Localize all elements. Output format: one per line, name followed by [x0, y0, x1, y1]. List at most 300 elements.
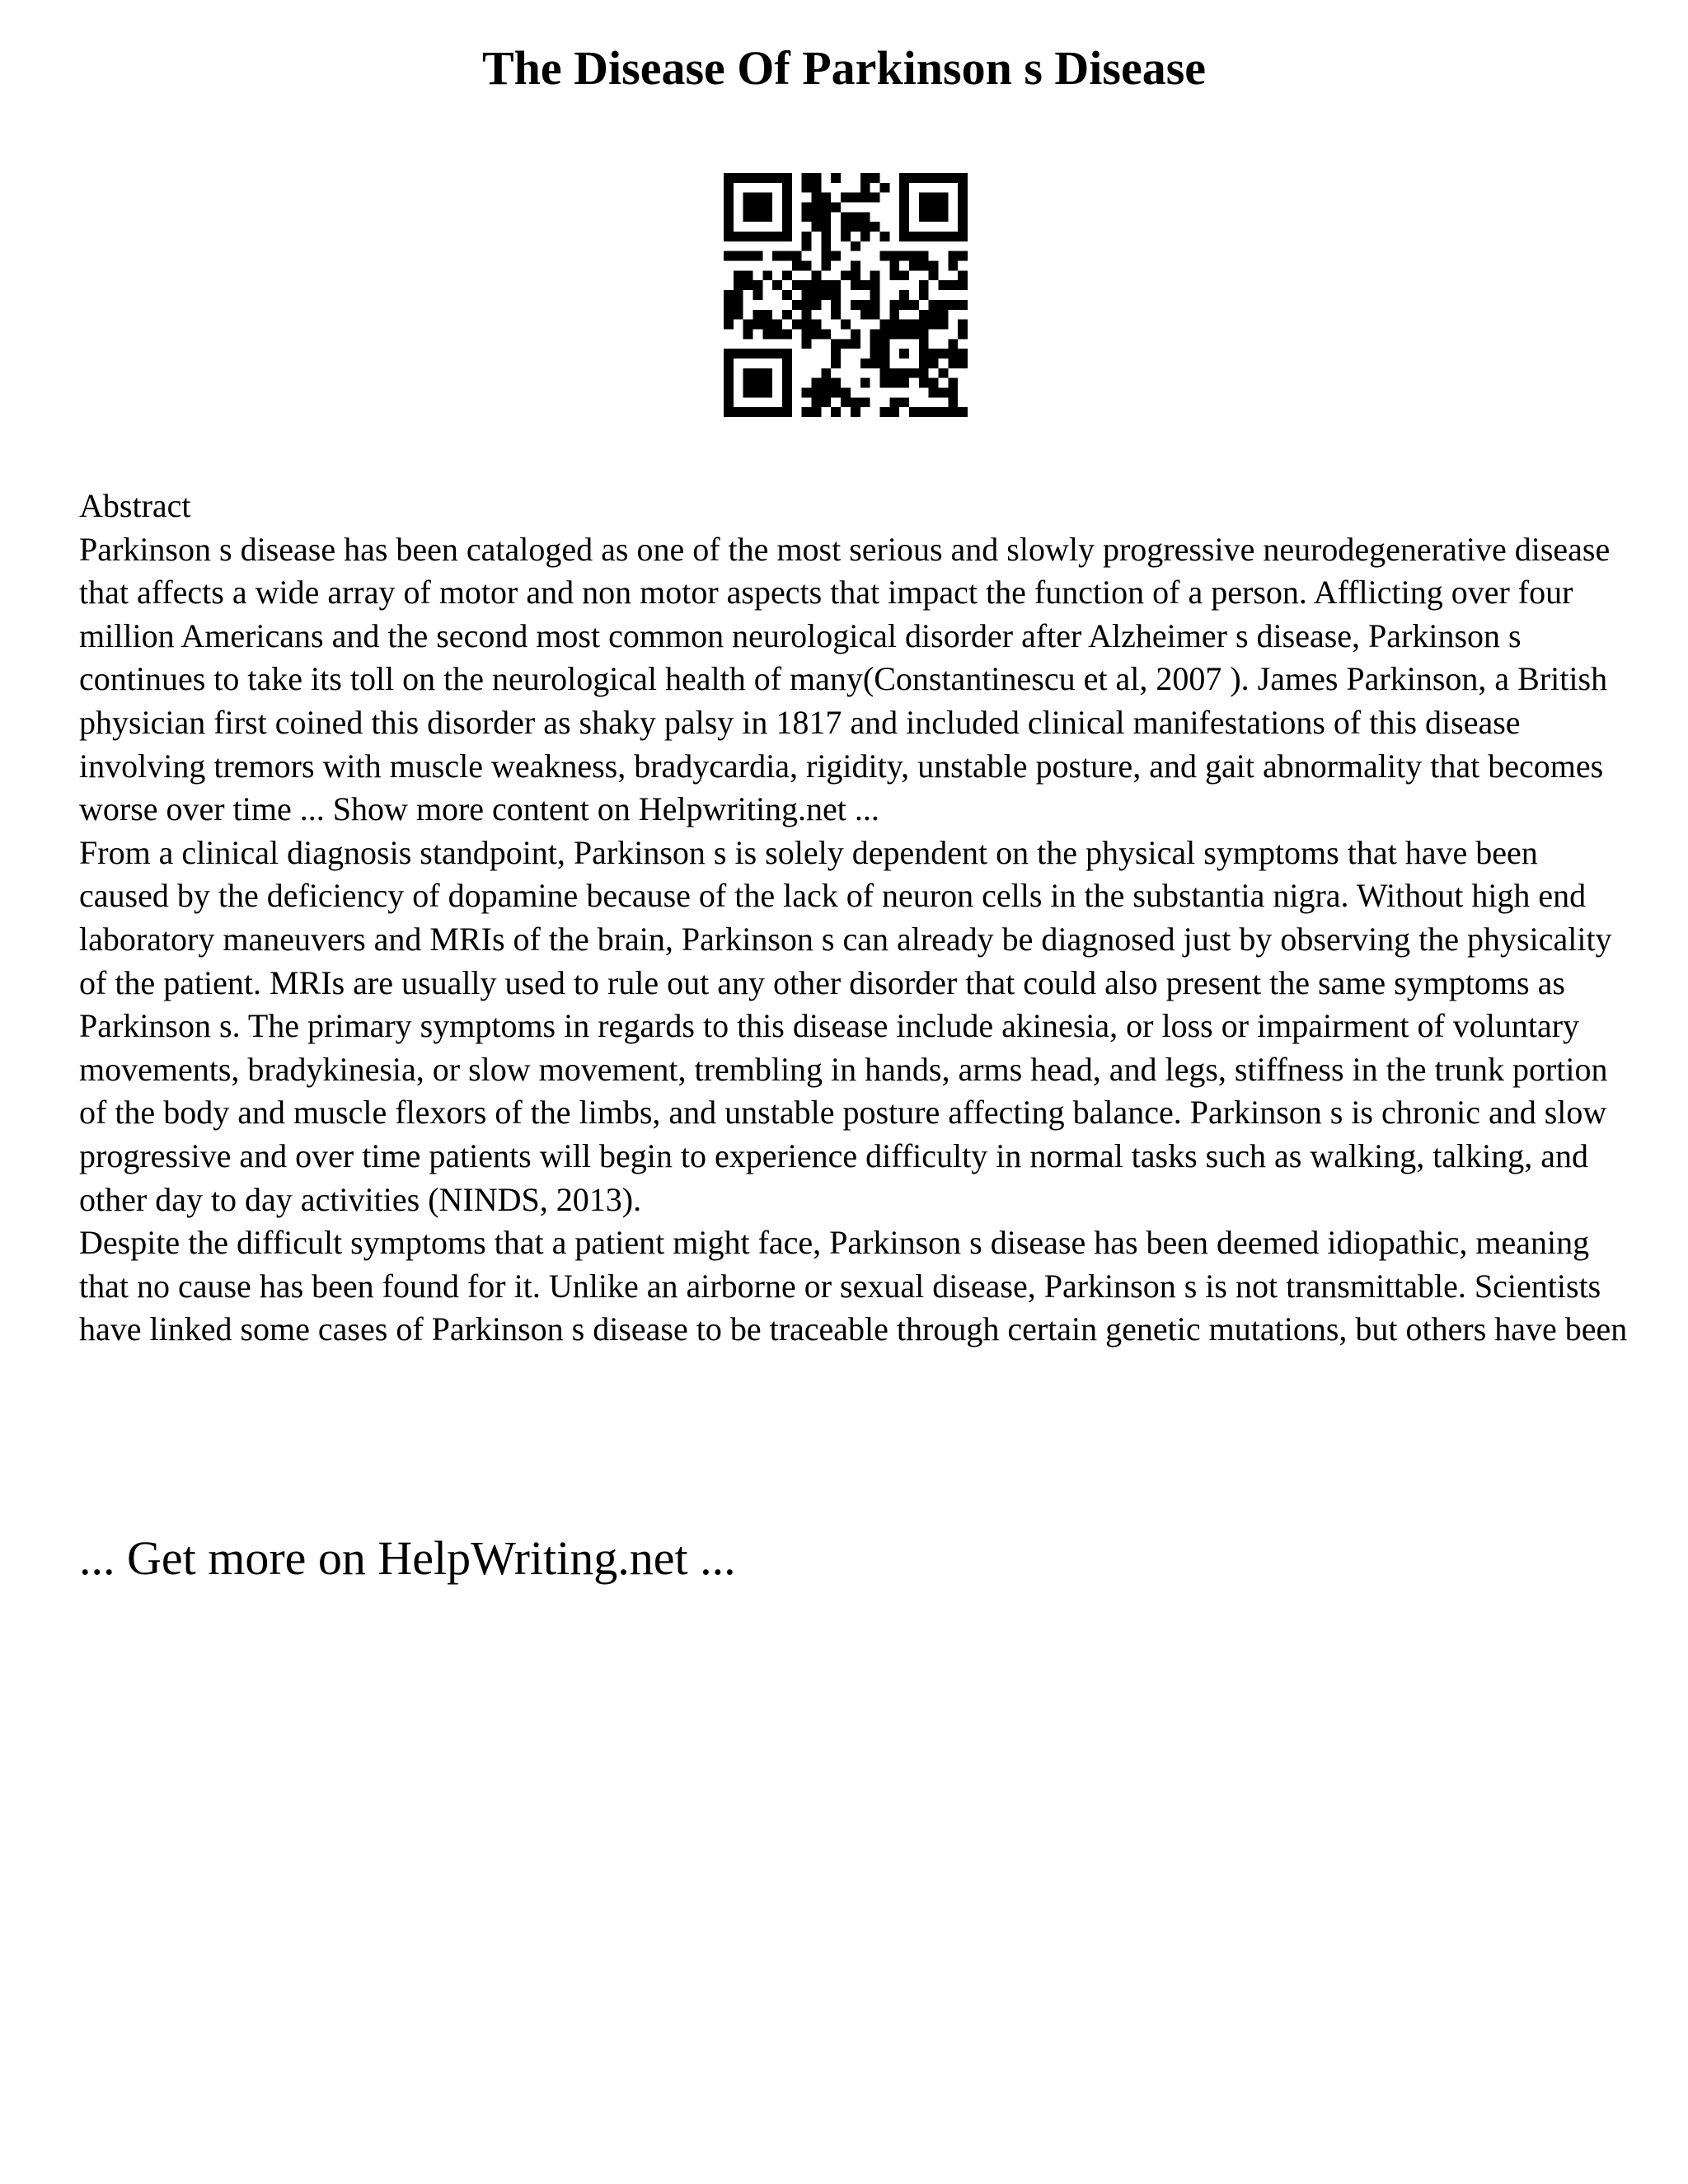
qr-module: [851, 212, 860, 222]
qr-module: [879, 349, 889, 359]
qr-module: [782, 378, 792, 388]
qr-module: [812, 329, 822, 339]
qr-module: [782, 359, 792, 368]
qr-module: [831, 173, 841, 183]
qr-module: [919, 280, 929, 290]
qr-module: [753, 173, 763, 183]
qr-module: [792, 280, 802, 290]
qr-module: [782, 387, 792, 397]
qr-module: [879, 339, 889, 349]
qr-module: [802, 300, 812, 310]
qr-module: [899, 329, 909, 339]
qr-module: [929, 359, 939, 368]
qr-module: [821, 212, 831, 222]
qr-module: [879, 320, 889, 330]
qr-module: [724, 173, 734, 183]
qr-module: [734, 290, 743, 300]
qr-module: [724, 251, 734, 261]
qr-module: [938, 368, 948, 378]
qr-module: [772, 251, 782, 261]
qr-module: [831, 300, 841, 310]
qr-module: [879, 359, 889, 368]
qr-module: [753, 212, 763, 222]
qr-module: [841, 397, 851, 407]
qr-module: [762, 368, 772, 378]
qr-module: [724, 349, 734, 359]
qr-module: [860, 310, 870, 320]
qr-module: [860, 397, 870, 407]
qr-module: [831, 339, 841, 349]
qr-module: [909, 407, 919, 417]
qr-module: [958, 193, 968, 203]
qr-module: [724, 203, 734, 213]
qr-module: [743, 368, 753, 378]
qr-module: [899, 212, 909, 222]
qr-module: [734, 280, 743, 290]
qr-module: [958, 203, 968, 213]
qr-module: [802, 280, 812, 290]
qr-module: [812, 183, 822, 193]
qr-module: [938, 300, 948, 310]
qr-module: [743, 407, 753, 417]
qr-module: [782, 407, 792, 417]
qr-module: [724, 320, 734, 330]
qr-module: [782, 232, 792, 241]
qr-module: [831, 251, 841, 261]
qr-module: [948, 300, 958, 310]
qr-module: [782, 173, 792, 183]
qr-module: [782, 203, 792, 213]
qr-module: [860, 173, 870, 183]
qr-module: [958, 320, 968, 330]
qr-module: [870, 359, 880, 368]
qr-module: [762, 407, 772, 417]
qr-module: [821, 222, 831, 232]
qr-module: [889, 368, 899, 378]
qr-module: [821, 368, 831, 378]
qr-module: [909, 300, 919, 310]
qr-module: [938, 232, 948, 241]
qr-module: [812, 387, 822, 397]
qr-module: [782, 290, 792, 300]
qr-module: [851, 241, 860, 251]
paragraph-1: Parkinson s disease has been cataloged as one of the most serious and slowly progressive neurodegenerative disease that affects a wide array of motor and non motor aspects that impact the function of a person. Afflicting over four million Americans and the second most common neurological disorder after Alzheimer s disease, Parkinson s continues to take its toll on the neurological health of many(Constantinescu et al, 2007 ). James Parkinson, a British physician first coined this disorder as shaky palsy in 1817 and included clinical manifestations of this disease involving tremors with muscle weakness, bradycardia, rigidity, unstable posture, and gait abnormality that becomes worse over time ... Show more content on Helpwriting.net ...: [79, 530, 1611, 828]
qr-module: [919, 173, 929, 183]
qr-module: [802, 261, 812, 271]
qr-module: [802, 173, 812, 183]
qr-module: [792, 251, 802, 261]
qr-module: [870, 329, 880, 339]
qr-module: [879, 368, 889, 378]
qr-module: [821, 203, 831, 213]
qr-module: [919, 193, 929, 203]
qr-module: [870, 280, 880, 290]
qr-module: [841, 232, 851, 241]
qr-module: [909, 320, 919, 330]
qr-module: [899, 173, 909, 183]
qr-module: [734, 251, 743, 261]
qr-module: [734, 310, 743, 320]
qr-module: [724, 183, 734, 193]
qr-module: [734, 349, 743, 359]
qr-module: [821, 280, 831, 290]
qr-module: [753, 193, 763, 203]
qr-module: [889, 261, 899, 271]
qr-module: [724, 310, 734, 320]
qr-module: [743, 349, 753, 359]
qr-module: [831, 359, 841, 368]
qr-module: [958, 300, 968, 310]
qr-module: [899, 368, 909, 378]
qr-module: [919, 203, 929, 213]
qr-module: [812, 222, 822, 232]
qr-module: [889, 397, 899, 407]
qr-module: [841, 270, 851, 280]
qr-module: [792, 261, 802, 271]
qr-module: [841, 320, 851, 330]
qr-module: [909, 329, 919, 339]
qr-module: [948, 339, 958, 349]
qr-module: [734, 407, 743, 417]
qr-module: [958, 280, 968, 290]
qr-module: [919, 232, 929, 241]
qr-module: [899, 320, 909, 330]
qr-module: [958, 349, 968, 359]
qr-module: [851, 397, 860, 407]
qr-module: [753, 203, 763, 213]
qr-module: [762, 329, 772, 339]
qr-module: [724, 359, 734, 368]
qr-module: [851, 280, 860, 290]
qr-module: [762, 310, 772, 320]
qr-module: [753, 407, 763, 417]
qr-module: [860, 300, 870, 310]
qr-module: [743, 378, 753, 388]
qr-module: [821, 251, 831, 261]
qr-module: [753, 251, 763, 261]
qr-module: [841, 222, 851, 232]
qr-module: [802, 203, 812, 213]
qr-module: [743, 232, 753, 241]
qr-module: [782, 310, 792, 320]
qr-module: [812, 290, 822, 300]
qr-module: [958, 407, 968, 417]
qr-module: [870, 222, 880, 232]
qr-module: [899, 203, 909, 213]
qr-module: [831, 407, 841, 417]
qr-module: [792, 320, 802, 330]
qr-module: [938, 407, 948, 417]
qr-module: [831, 310, 841, 320]
qr-module: [929, 173, 939, 183]
qr-module: [724, 378, 734, 388]
paragraph-3: Despite the difficult symptoms that a patient might face, Parkinson s disease has been deemed idiopathic, meaning that no cause has been found for it. Unlike an airborne or sexual disease, Parkinson s is not transmittable. Scientists have linked some cases of Parkinson s disease to be traceable through certain genetic mutations, but others have been: [79, 1224, 1628, 1348]
qr-module: [821, 232, 831, 241]
qr-module: [919, 329, 929, 339]
qr-module: [899, 300, 909, 310]
qr-module: [753, 368, 763, 378]
qr-module: [958, 359, 968, 368]
qr-module: [899, 251, 909, 261]
qr-module: [782, 251, 792, 261]
qr-module: [772, 329, 782, 339]
qr-module: [860, 193, 870, 203]
qr-module: [734, 270, 743, 280]
qr-module: [870, 349, 880, 359]
qr-module: [889, 310, 899, 320]
qr-module: [929, 387, 939, 397]
qr-module: [753, 280, 763, 290]
qr-module: [929, 300, 939, 310]
qr-module: [762, 387, 772, 397]
qr-module: [762, 378, 772, 388]
qr-module: [948, 359, 958, 368]
qr-module: [753, 320, 763, 330]
qr-module: [762, 270, 772, 280]
qr-module: [782, 368, 792, 378]
qr-module: [743, 320, 753, 330]
qr-module: [948, 387, 958, 397]
qr-module: [899, 378, 909, 388]
qr-module: [929, 193, 939, 203]
qr-module: [753, 290, 763, 300]
qr-module: [782, 349, 792, 359]
qr-module: [919, 212, 929, 222]
qr-module: [870, 310, 880, 320]
qr-module: [772, 407, 782, 417]
qr-module: [724, 300, 734, 310]
qr-module: [724, 368, 734, 378]
qr-module: [958, 270, 968, 280]
qr-module: [812, 203, 822, 213]
qr-module: [889, 300, 899, 310]
qr-module: [851, 329, 860, 339]
qr-module: [958, 173, 968, 183]
qr-module: [734, 232, 743, 241]
qr-module: [938, 212, 948, 222]
qr-module: [762, 349, 772, 359]
qr-module: [879, 251, 889, 261]
qr-module: [772, 232, 782, 241]
qr-module: [919, 407, 929, 417]
qr-module: [734, 173, 743, 183]
qr-module: [743, 193, 753, 203]
qr-module: [929, 270, 939, 280]
qr-module: [909, 261, 919, 271]
qr-module: [743, 270, 753, 280]
qr-module: [821, 387, 831, 397]
qr-module: [724, 387, 734, 397]
qr-module: [851, 193, 860, 203]
qr-module: [812, 320, 822, 330]
qr-module: [870, 193, 880, 203]
qr-module: [724, 222, 734, 232]
qr-module: [743, 387, 753, 397]
qr-module: [821, 329, 831, 339]
qr-module: [812, 300, 822, 310]
qr-module: [909, 232, 919, 241]
qr-module: [870, 300, 880, 310]
qr-module: [762, 232, 772, 241]
qr-code: [724, 173, 968, 417]
qr-module: [753, 349, 763, 359]
qr-module: [879, 232, 889, 241]
qr-module: [948, 261, 958, 271]
qr-module: [831, 280, 841, 290]
qr-module: [772, 280, 782, 290]
qr-module: [899, 270, 909, 280]
qr-module: [772, 173, 782, 183]
qr-module: [831, 378, 841, 388]
qr-module: [851, 300, 860, 310]
qr-module: [821, 290, 831, 300]
qr-module: [753, 387, 763, 397]
qr-module: [948, 397, 958, 407]
qr-module: [860, 212, 870, 222]
qr-module: [929, 378, 939, 388]
qr-module: [929, 232, 939, 241]
qr-module: [782, 270, 792, 280]
qr-module: [802, 320, 812, 330]
qr-module: [929, 310, 939, 320]
qr-module: [782, 329, 792, 339]
get-more-link[interactable]: ... Get more on HelpWriting.net ...: [79, 1531, 736, 1585]
qr-module: [812, 193, 822, 203]
qr-module: [870, 270, 880, 280]
qr-module: [802, 339, 812, 349]
qr-module: [772, 349, 782, 359]
qr-module: [919, 349, 929, 359]
qr-module: [802, 212, 812, 222]
qr-module: [938, 387, 948, 397]
qr-module: [919, 359, 929, 368]
qr-module: [948, 407, 958, 417]
qr-module: [812, 270, 822, 280]
qr-module: [762, 212, 772, 222]
qr-module: [821, 397, 831, 407]
qr-module: [821, 241, 831, 251]
qr-module: [879, 378, 889, 388]
qr-module: [929, 261, 939, 271]
qr-module: [802, 232, 812, 241]
qr-module: [958, 212, 968, 222]
qr-module: [909, 368, 919, 378]
qr-module: [860, 222, 870, 232]
qr-module: [812, 212, 822, 222]
qr-module: [753, 232, 763, 241]
qr-module: [919, 261, 929, 271]
qr-module: [938, 310, 948, 320]
qr-module: [919, 378, 929, 388]
qr-module: [762, 320, 772, 330]
qr-module: [948, 349, 958, 359]
qr-module: [938, 203, 948, 213]
qr-module: [812, 378, 822, 388]
qr-module: [899, 290, 909, 300]
qr-module: [919, 339, 929, 349]
qr-module: [919, 290, 929, 300]
qr-module: [802, 407, 812, 417]
qr-module: [724, 407, 734, 417]
qr-module: [948, 251, 958, 261]
qr-module: [909, 173, 919, 183]
qr-module: [948, 378, 958, 388]
qr-module: [938, 280, 948, 290]
qr-module: [851, 270, 860, 280]
qr-module: [860, 359, 870, 368]
qr-module: [851, 339, 860, 349]
qr-module: [841, 193, 851, 203]
qr-module: [948, 280, 958, 290]
qr-module: [870, 339, 880, 349]
qr-module: [782, 397, 792, 407]
qr-module: [958, 183, 968, 193]
qr-module: [851, 222, 860, 232]
qr-module: [812, 407, 822, 417]
qr-module: [782, 222, 792, 232]
qr-module: [948, 173, 958, 183]
qr-module: [860, 183, 870, 193]
qr-module: [879, 183, 889, 193]
qr-module: [831, 290, 841, 300]
qr-module: [938, 173, 948, 183]
qr-module: [743, 173, 753, 183]
qr-module: [860, 232, 870, 241]
qr-module: [889, 378, 899, 388]
qr-module: [958, 232, 968, 241]
qr-module: [841, 387, 851, 397]
qr-module: [938, 349, 948, 359]
qr-module: [851, 407, 860, 417]
qr-module: [812, 397, 822, 407]
qr-module: [851, 261, 860, 271]
qr-module: [899, 222, 909, 232]
qr-module: [958, 222, 968, 232]
qr-module: [958, 251, 968, 261]
qr-module: [762, 193, 772, 203]
qr-module: [743, 329, 753, 339]
qr-module: [724, 193, 734, 203]
qr-module: [879, 329, 889, 339]
qr-module: [772, 320, 782, 330]
qr-module: [753, 310, 763, 320]
qr-module: [802, 290, 812, 300]
qr-module: [753, 378, 763, 388]
qr-module: [802, 387, 812, 397]
qr-module: [889, 270, 899, 280]
qr-module: [870, 173, 880, 183]
qr-module: [821, 193, 831, 203]
qr-module: [929, 407, 939, 417]
qr-module: [821, 378, 831, 388]
qr-module: [802, 183, 812, 193]
qr-module: [734, 300, 743, 310]
qr-module: [782, 212, 792, 222]
document-body: [79, 485, 1629, 1352]
qr-module: [889, 320, 899, 330]
qr-module: [724, 232, 734, 241]
qr-module: [821, 261, 831, 271]
qr-module: [724, 290, 734, 300]
qr-module: [782, 193, 792, 203]
qr-module: [860, 280, 870, 290]
qr-module: [899, 193, 909, 203]
qr-module: [899, 349, 909, 359]
qr-module: [802, 329, 812, 339]
qr-module: [762, 203, 772, 213]
qr-module: [724, 397, 734, 407]
qr-module: [743, 203, 753, 213]
